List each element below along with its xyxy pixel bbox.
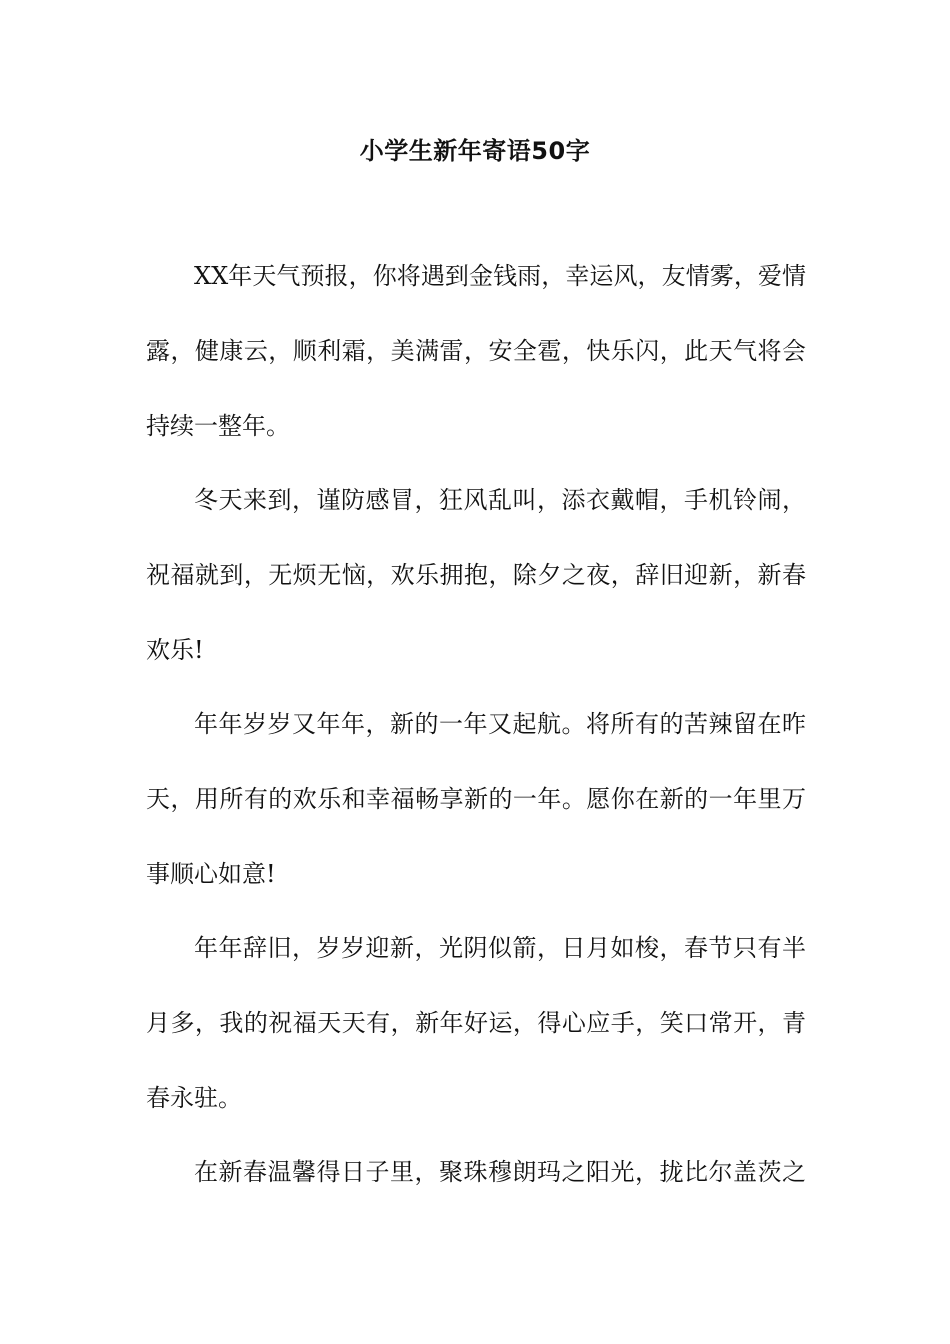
paragraph-line: 欢乐!: [146, 636, 204, 664]
paragraph-line: 祝福就到，无烦无恼，欢乐拥抱，除夕之夜，辞旧迎新，新春: [146, 561, 806, 589]
paragraph-line: 月多，我的祝福天天有，新年好运，得心应手，笑口常开，青: [146, 1009, 806, 1037]
paragraph-line: 持续一整年。: [146, 412, 290, 440]
paragraph-line: 冬天来到，谨防感冒，狂风乱叫，添衣戴帽，手机铃闹，: [194, 486, 806, 514]
paragraph-line: 年年辞旧，岁岁迎新，光阴似箭，日月如梭，春节只有半: [194, 934, 806, 962]
document-title: 小学生新年寄语50字: [359, 137, 591, 165]
paragraph-line: 事顺心如意!: [146, 860, 276, 888]
paragraph-line: 天，用所有的欢乐和幸福畅享新的一年。愿你在新的一年里万: [146, 785, 806, 813]
paragraph-line: XX年天气预报，你将遇到金钱雨，幸运风，友情雾，爱情: [194, 262, 806, 290]
paragraph-line: 春永驻。: [146, 1084, 242, 1112]
paragraph-line: 年年岁岁又年年，新的一年又起航。将所有的苦辣留在昨: [194, 710, 806, 738]
paragraph-line: 在新春温馨得日子里，聚珠穆朗玛之阳光，拢比尔盖茨之: [194, 1158, 806, 1186]
paragraph-line: 露，健康云，顺利霜，美满雷，安全雹，快乐闪，此天气将会: [146, 337, 806, 365]
